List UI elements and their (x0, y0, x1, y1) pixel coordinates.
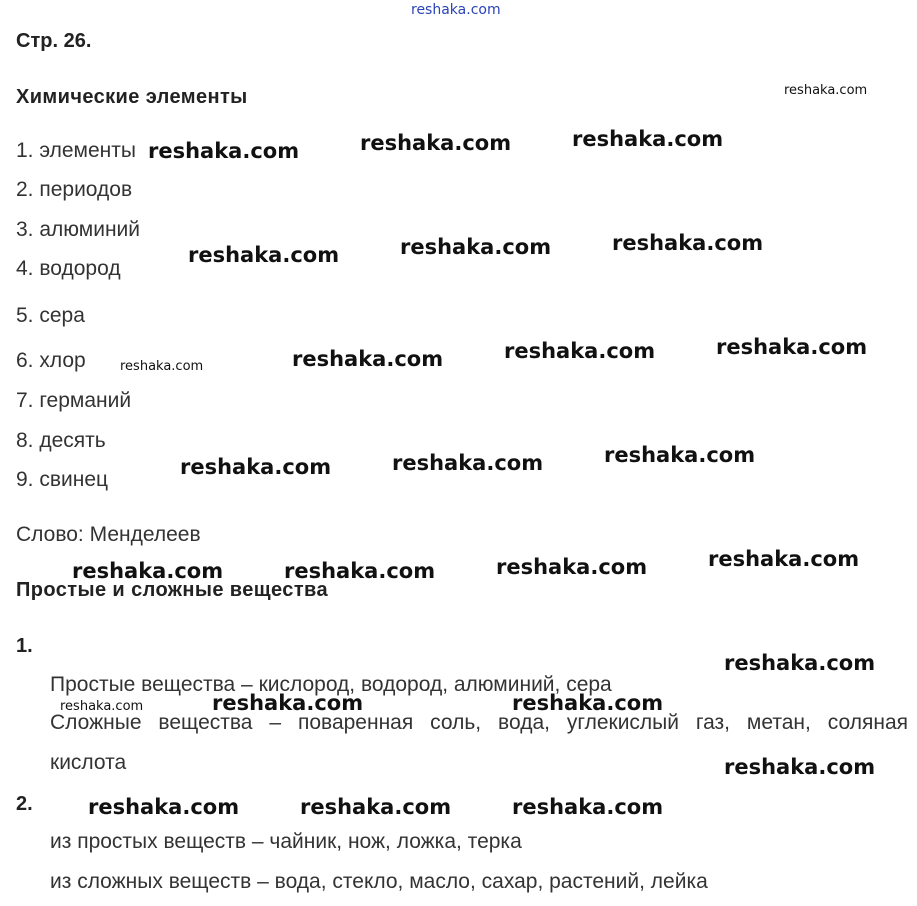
watermark: reshaka.com (88, 795, 240, 819)
watermark: reshaka.com (716, 335, 868, 359)
watermark: reshaka.com (572, 127, 724, 151)
watermark: reshaka.com (724, 755, 876, 779)
watermark: reshaka.com (612, 231, 764, 255)
answer-item: 2. периодов (16, 178, 133, 201)
top-watermark: reshaka.com (411, 2, 501, 18)
watermark: reshaka.com (284, 559, 436, 583)
watermark: reshaka.com (300, 795, 452, 819)
task-number: 2. (16, 793, 33, 815)
watermark: reshaka.com (504, 339, 656, 363)
watermark: reshaka.com (212, 691, 364, 715)
word-answer: Слово: Менделеев (16, 523, 201, 546)
answer-item: 4. водород (16, 257, 121, 280)
watermark: reshaka.com (708, 547, 860, 571)
answer-item: 1. элементы (16, 139, 136, 162)
complex-substances-continuation: кислота (50, 751, 127, 774)
section-title-simple-complex: Простые и сложные вещества (16, 579, 328, 601)
answer-item: 9. свинец (16, 468, 109, 491)
watermark: reshaka.com (784, 83, 868, 98)
watermark: reshaka.com (400, 235, 552, 259)
from-complex-line: из сложных веществ – вода, стекло, масло, сахар, растений, лейка (50, 870, 708, 893)
watermark: reshaka.com (604, 443, 756, 467)
from-simple-line: из простых веществ – чайник, нож, ложка, терка (50, 830, 522, 853)
answer-item: 7. германий (16, 389, 132, 412)
task-number: 1. (16, 635, 33, 657)
watermark: reshaka.com (512, 691, 664, 715)
answer-item: 8. десять (16, 429, 106, 452)
watermark: reshaka.com (724, 651, 876, 675)
watermark: reshaka.com (496, 555, 648, 579)
simple-substances-line: Простые вещества – кислород, водород, алюминий, сера (50, 673, 612, 696)
section-title-chemical-elements: Химические элементы (16, 86, 248, 108)
watermark: reshaka.com (512, 795, 664, 819)
answer-item: 6. хлор (16, 349, 86, 372)
watermark: reshaka.com (292, 347, 444, 371)
watermark: reshaka.com (148, 139, 300, 163)
watermark: reshaka.com (60, 699, 144, 714)
watermark: reshaka.com (120, 359, 204, 374)
answer-item: 5. сера (16, 304, 85, 327)
watermark: reshaka.com (72, 559, 224, 583)
watermark: reshaka.com (180, 455, 332, 479)
watermark: reshaka.com (188, 243, 340, 267)
complex-substances-line: Сложные вещества – поваренная соль, вода, углекислый газ, метан, соляная (50, 711, 908, 734)
watermark: reshaka.com (392, 451, 544, 475)
watermark: reshaka.com (360, 131, 512, 155)
page-number: Стр. 26. (16, 30, 92, 52)
answer-item: 3. алюминий (16, 218, 141, 241)
